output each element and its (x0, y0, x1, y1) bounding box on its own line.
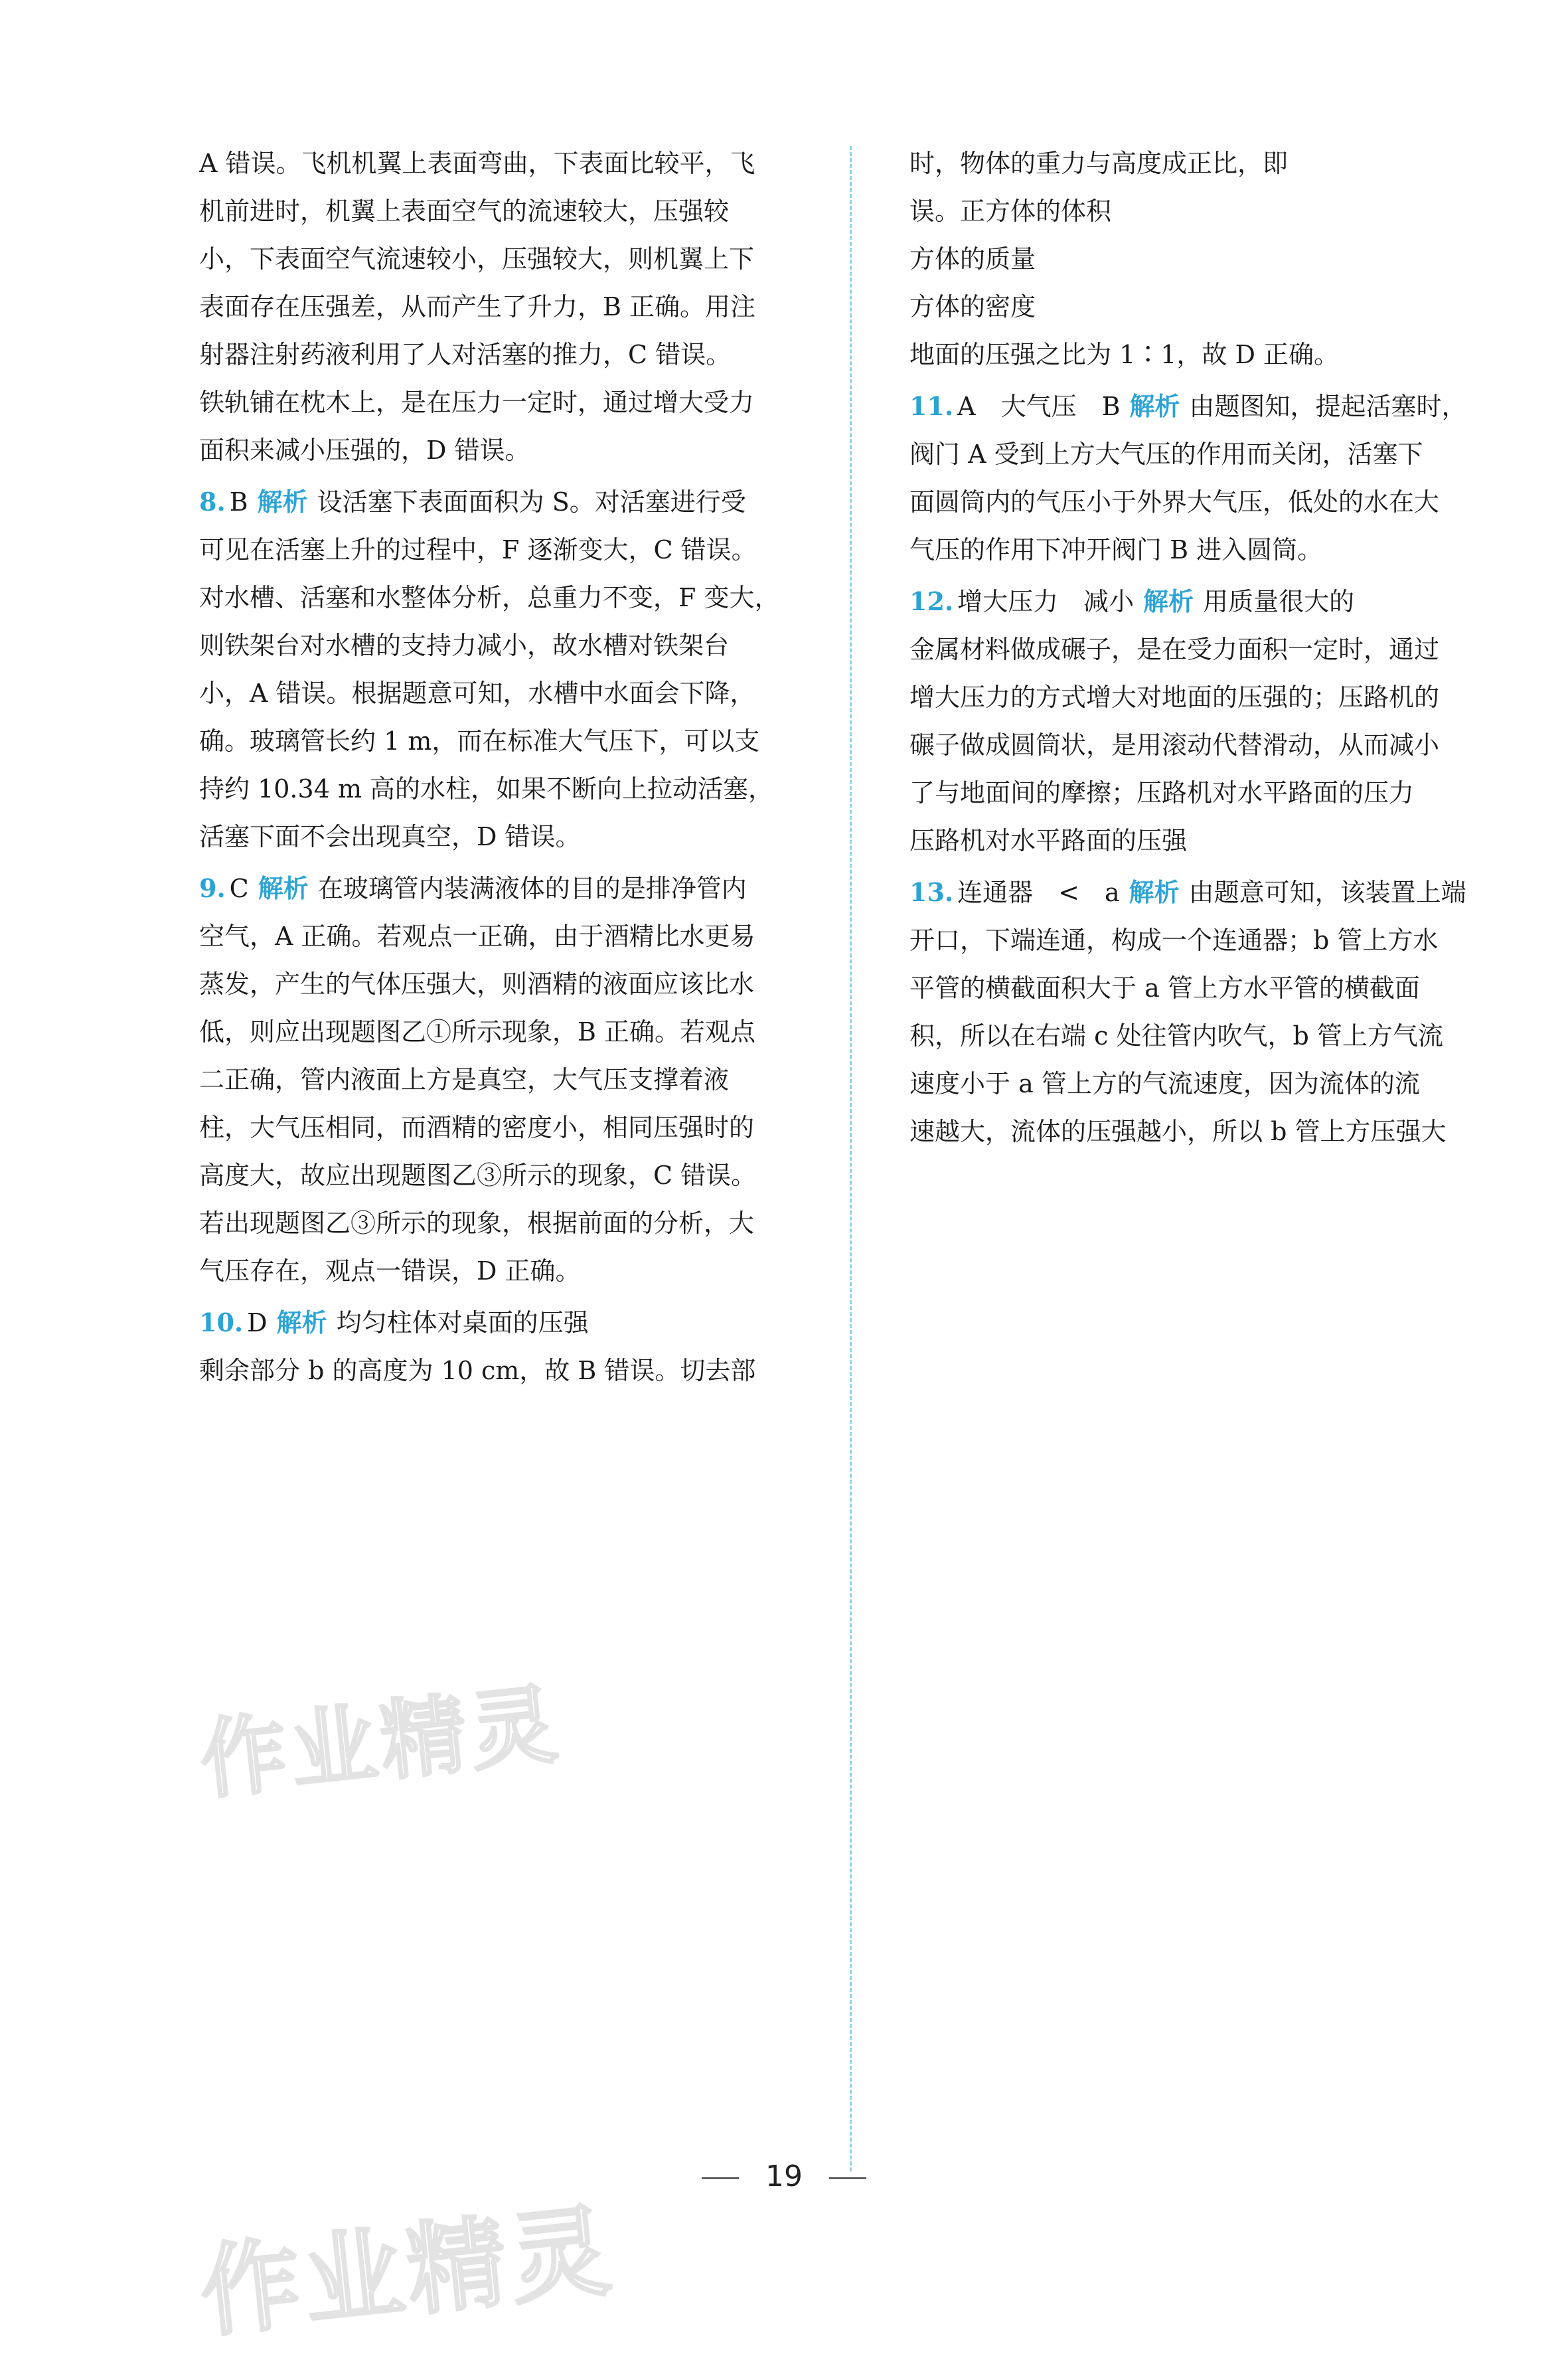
text-line: 小，下表面空气流速较小，压强较大，则机翼上下 (199, 244, 755, 274)
text-line: 二正确，管内液面上方是真空，大气压支撑着液 (199, 1065, 730, 1094)
text-line: 铁轨铺在枕木上，是在压力一定时，通过增大受力 (199, 388, 755, 417)
intro-paragraph (199, 139, 810, 474)
analysis-tag: 解析 (257, 487, 308, 517)
item-answer: D (247, 1308, 268, 1337)
text-line: 压路机对水平路面的压强 (909, 826, 1188, 855)
text-line: 时，物体的重力与高度成正比，即 (909, 149, 1289, 178)
text-line: 均匀柱体对桌面的压强 (336, 1308, 589, 1337)
analysis-tag: 解析 (1143, 586, 1194, 616)
text-line: 确。玻璃管长约 1 m，而在标准大气压下，可以支 (199, 726, 760, 756)
item-answer: A 大气压 B (957, 392, 1121, 421)
text-line: 则铁架台对水槽的支持力减小，故水槽对铁架台 (199, 631, 730, 660)
text-line: 可见在活塞上升的过程中，F 逐渐变大，C 错误。 (199, 535, 757, 564)
item-number: 13. (909, 877, 954, 907)
text-line: 蒸发，产生的气体压强大，则酒精的液面应该比水 (199, 969, 755, 999)
text-line: 积，所以在右端 c 处往管内吹气，b 管上方气流 (909, 1021, 1443, 1051)
text-line: 设活塞下表面面积为 S。对活塞进行受 (317, 487, 746, 517)
text-line: 碾子做成圆筒状，是用滚动代替滑动，从而减小 (909, 730, 1440, 760)
text-line: 对水槽、活塞和水整体分析，总重力不变，F 变大， (199, 583, 780, 612)
text-line: 剩余部分 b 的高度为 10 cm，故 B 错误。切去部 (199, 1356, 756, 1385)
analysis-tag: 解析 (258, 873, 309, 903)
text-line: 高度大，故应出现题图乙③所示的现象，C 错误。 (199, 1161, 757, 1190)
item-number: 10. (199, 1307, 244, 1337)
text-line: 持约 10.34 m 高的水柱，如果不断向上拉动活塞， (199, 774, 774, 803)
text-line: 地面的压强之比为 1∶1，故 D 正确。 (909, 340, 1340, 369)
text-line: 速度小于 a 管上方的气流速度，因为流体的流 (909, 1069, 1420, 1098)
continued-paragraph (909, 139, 1520, 379)
text-line: 表面存在压强差，从而产生了升力，B 正确。用注 (199, 292, 756, 321)
answer-item-11 (909, 382, 1520, 574)
text-line: 面圆筒内的气压小于外界大气压，低处的水在大 (909, 487, 1440, 517)
text-line: 小，A 错误。根据题意可知，水槽中水面会下降， (199, 679, 755, 708)
text-line: 用质量很大的 (1203, 587, 1355, 616)
text-line: 误。正方体的体积 (909, 197, 1112, 226)
answer-item-12 (909, 578, 1520, 865)
text-line: 增大压力的方式增大对地面的压强的；压路机的 (909, 683, 1440, 712)
item-number: 8. (199, 487, 226, 517)
item-answer: 增大压力 减小 (957, 587, 1135, 616)
watermark: 作业精灵 (195, 2193, 619, 2352)
text-line: 气压的作用下冲开阀门 B 进入圆筒。 (909, 535, 1323, 564)
text-line: 了与地面间的摩擦；压路机对水平路面的压力 (909, 778, 1415, 807)
page-number: 19 (765, 2159, 803, 2193)
analysis-tag: 解析 (1129, 391, 1180, 421)
item-number: 11. (909, 391, 954, 421)
text-line: 金属材料做成碾子，是在受力面积一定时，通过 (909, 635, 1440, 664)
text-line: 机前进时，机翼上表面空气的流速较大，压强较 (199, 197, 730, 226)
text-line: 速越大，流体的压强越小，所以 b 管上方压强大 (909, 1117, 1447, 1146)
text-line: 活塞下面不会出现真空，D 错误。 (199, 822, 581, 851)
left-column (199, 139, 810, 1394)
answer-item-8 (199, 478, 810, 861)
text-line: 空气，A 正确。若观点一正确，由于酒精比水更易 (199, 922, 755, 951)
answer-item-9 (199, 865, 810, 1295)
answer-item-13 (909, 869, 1520, 1155)
right-column (909, 139, 1520, 1155)
text-line: 低，则应出现题图乙①所示现象，B 正确。若观点 (199, 1017, 756, 1047)
text-line: 平管的横截面积大于 a 管上方水平管的横截面 (909, 973, 1420, 1003)
text-line: 气压存在，观点一错误，D 正确。 (199, 1256, 581, 1286)
page-footer (0, 2159, 1568, 2193)
answer-item-10 (199, 1299, 810, 1394)
column-divider (850, 146, 852, 2171)
text-line: 若出现题图乙③所示的现象，根据前面的分析，大 (199, 1209, 755, 1238)
text-line: 开口，下端连通，构成一个连通器；b 管上方水 (909, 926, 1439, 955)
text-line: 由题图知，提起活塞时， (1189, 392, 1467, 421)
text-line: 射器注射药液利用了人对活塞的推力，C 错误。 (199, 340, 732, 369)
text-line: 由题意可知，该装置上端 (1188, 878, 1466, 907)
footer-rule (829, 2177, 866, 2179)
analysis-tag: 解析 (1129, 877, 1180, 907)
analysis-tag: 解析 (276, 1307, 327, 1337)
text-line: 柱，大气压相同，而酒精的密度小，相同压强时的 (199, 1113, 755, 1142)
watermark: 作业精灵 (195, 1673, 566, 1811)
text-line: 方体的密度 (909, 292, 1036, 321)
text-line: 阀门 A 受到上方大气压的作用而关闭，活塞下 (909, 440, 1423, 469)
item-number: 12. (909, 586, 954, 616)
footer-rule (702, 2177, 739, 2179)
text-line: A 错误。飞机机翼上表面弯曲，下表面比较平，飞 (199, 149, 755, 178)
item-number: 9. (199, 873, 226, 903)
item-answer: C (229, 874, 249, 903)
text-line: 方体的质量 (909, 244, 1036, 274)
item-answer: 连通器 < a (957, 878, 1120, 907)
text-line: 在玻璃管内装满液体的目的是排净管内 (317, 874, 747, 903)
text-line: 面积来减小压强的，D 错误。 (199, 436, 530, 465)
item-answer: B (229, 487, 248, 517)
